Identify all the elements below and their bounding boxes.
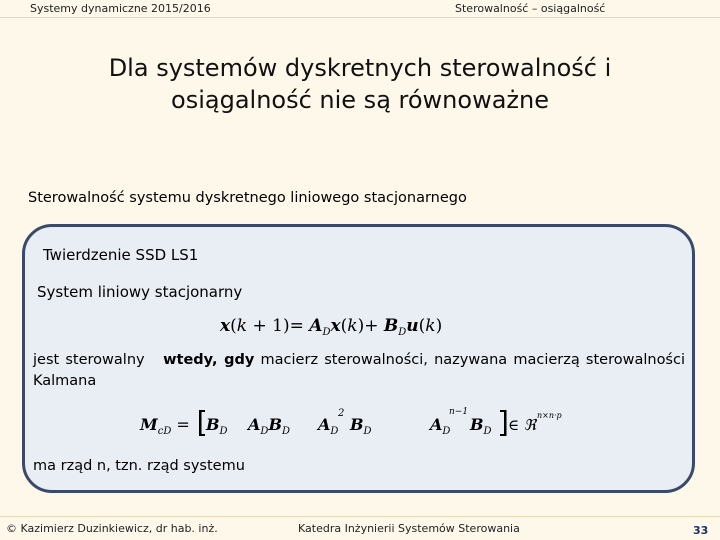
exponent-square: 2 — [338, 408, 345, 419]
left-bracket-bar — [199, 410, 202, 436]
left-bracket-top — [199, 410, 205, 412]
state-equation-text: $x(k + 1)= A_Dx(k)+ B_Du(k)$ — [220, 316, 443, 338]
kalman-term-a2b-b: $B_D$ — [350, 415, 372, 437]
right-bracket-top — [500, 410, 506, 412]
kalman-term-anb-b: $B_D$ — [470, 415, 492, 437]
condition-part-b: macierz sterowalności, nazywana macierzą sterowalności Kalmana — [33, 352, 685, 389]
theorem-title: Twierdzenie SSD LS1 — [43, 246, 199, 264]
condition-keyword: wtedy, gdy — [163, 352, 255, 368]
slide-title-line2: osiągalność nie są równoważne — [171, 86, 549, 114]
kalman-term-anb: $A_D$ — [430, 415, 451, 437]
set-dimensions: n×n·p — [537, 411, 562, 420]
slide-header — [0, 0, 720, 18]
slide-title — [40, 52, 680, 116]
department-name: Katedra Inżynierii Systemów Sterowania — [298, 522, 520, 535]
page-number: 33 — [693, 524, 709, 537]
right-bracket-bottom — [500, 434, 506, 436]
theorem-condition — [33, 350, 685, 392]
theorem-intro: System liniowy stacjonarny — [37, 283, 243, 301]
course-title: Systemy dynamiczne 2015/2016 — [30, 2, 211, 15]
state-equation — [200, 312, 460, 338]
theorem-conclusion: ma rząd n, tzn. rząd systemu — [33, 458, 245, 474]
left-bracket-bottom — [199, 434, 205, 436]
footer-divider — [0, 516, 720, 517]
slide-title-line1: Dla systemów dyskretnych sterowalność i — [108, 54, 612, 82]
exponent-n-minus-1: n−1 — [449, 407, 469, 417]
condition-part-a: jest sterowalny — [33, 352, 145, 368]
kalman-term-b: $B_D$ — [206, 415, 228, 437]
set-membership: ∈ ℜ — [508, 416, 537, 434]
right-bracket-bar — [504, 410, 507, 436]
section-title: Sterowalność – osiągalność — [455, 2, 606, 15]
slide-footer — [0, 518, 720, 540]
kalman-term-a2b: $A_D$ — [318, 415, 339, 437]
kalman-term-ab: $A_DB_D$ — [248, 415, 291, 437]
section-subtitle: Sterowalność systemu dyskretnego liniowego stacjonarnego — [28, 190, 467, 206]
kalman-lhs: $M_{cD}$ = — [140, 415, 190, 437]
kalman-matrix-equation — [138, 404, 562, 438]
author-credit: © Kazimierz Duzinkiewicz, dr hab. inż. — [6, 522, 218, 535]
